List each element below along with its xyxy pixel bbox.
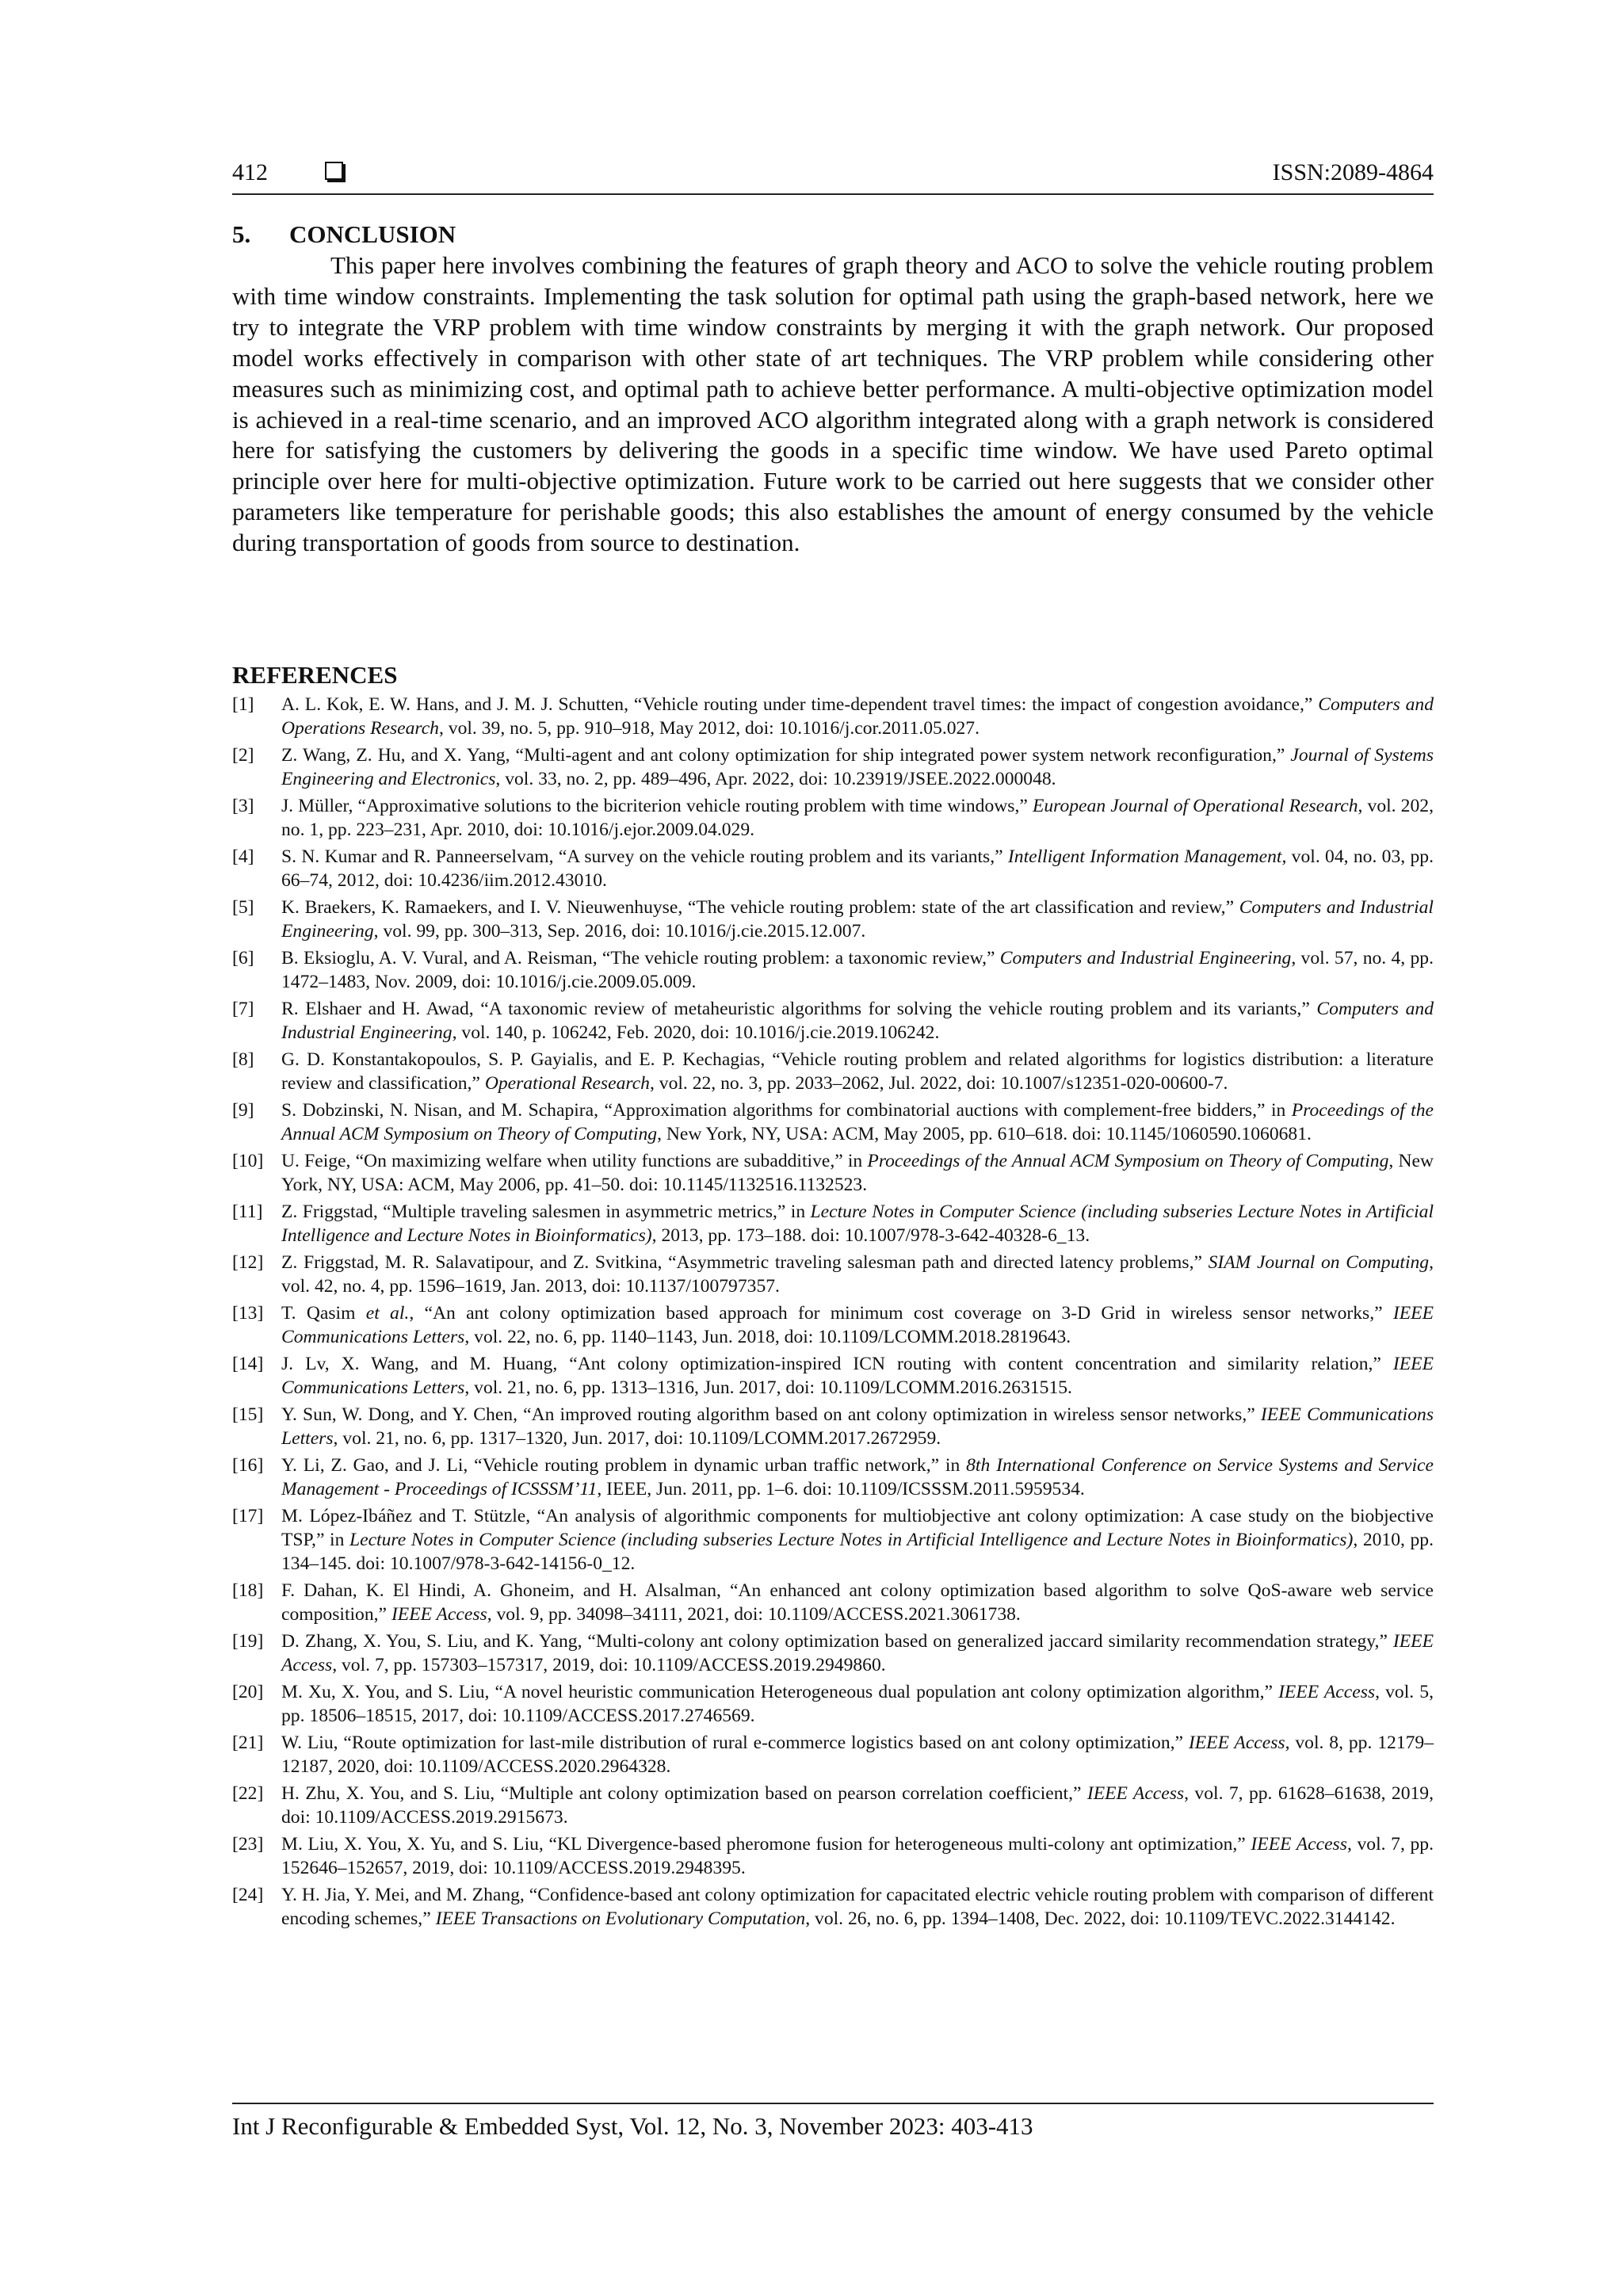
reference-label: [15] bbox=[232, 1404, 264, 1425]
reference-details: , vol. 42, no. 4, pp. 1596–1619, Jan. 2013, doi: 10.1137/100797357. bbox=[281, 1252, 1434, 1297]
reference-details: , IEEE, Jun. 2011, pp. 1–6. doi: 10.1109/ICSSSM.2011.5959534. bbox=[597, 1479, 1085, 1499]
reference-venue: Proceedings of the Annual ACM Symposium on Theory of Computing bbox=[281, 1100, 1434, 1144]
reference-label: [6] bbox=[232, 948, 254, 968]
reference-details: , vol. 9, pp. 34098–34111, 2021, doi: 10.1109/ACCESS.2021.3061738. bbox=[487, 1604, 1021, 1625]
conclusion-section bbox=[232, 219, 1434, 559]
reference-label: [14] bbox=[232, 1354, 264, 1374]
reference-authors-title: M. López-Ibáñez and T. Stützle, “An analysis of algorithmic components for multiobjective ant colony optimization: A case study on the biobjective TSP,” in bbox=[281, 1506, 1434, 1550]
reference-list bbox=[232, 693, 1434, 1931]
reference-venue: Journal of Systems Engineering and Electronics bbox=[281, 745, 1434, 789]
reference-venue: IEEE Access bbox=[281, 1631, 1434, 1675]
reference-details: , vol. 7, pp. 157303–157317, 2019, doi: 10.1109/ACCESS.2019.2949860. bbox=[332, 1655, 886, 1675]
reference-authors-title: K. Braekers, K. Ramaekers, and I. V. Nieuwenhuyse, “The vehicle routing problem: state of the art classification and review,” bbox=[281, 897, 1239, 918]
references-heading: REFERENCES bbox=[232, 661, 398, 689]
reference-item bbox=[232, 997, 1434, 1045]
reference-authors-title: M. Xu, X. You, and S. Liu, “A novel heuristic communication Heterogeneous dual population ant colony optimization algorithm,” bbox=[281, 1682, 1279, 1702]
issn-label: ISSN:2089-4864 bbox=[1272, 159, 1434, 185]
box-bullet-icon bbox=[325, 162, 343, 180]
reference-item bbox=[232, 1832, 1434, 1880]
reference-item bbox=[232, 1352, 1434, 1400]
reference-label: [2] bbox=[232, 745, 254, 766]
reference-venue: IEEE Access bbox=[1278, 1682, 1376, 1702]
reference-label: [10] bbox=[232, 1151, 264, 1171]
reference-details: , vol. 39, no. 5, pp. 910–918, May 2012, doi: 10.1016/j.cor.2011.05.027. bbox=[438, 718, 980, 739]
reference-details: , vol. 99, pp. 300–313, Sep. 2016, doi: 10.1016/j.cie.2015.12.007. bbox=[373, 921, 866, 942]
reference-authors-title: W. Liu, “Route optimization for last-mile distribution of rural e-commerce logistics based on ant colony optimization,” bbox=[281, 1733, 1189, 1753]
reference-item bbox=[232, 1454, 1434, 1501]
reference-details: , vol. 22, no. 6, pp. 1140–1143, Jun. 2018, doi: 10.1109/LCOMM.2018.2819643. bbox=[464, 1327, 1071, 1347]
reference-authors-title: Z. Wang, Z. Hu, and X. Yang, “Multi-agent and ant colony optimization for ship integrated power system network reconfiguration,” bbox=[281, 745, 1291, 766]
reference-venue: IEEE Transactions on Evolutionary Computation bbox=[435, 1908, 806, 1929]
reference-item bbox=[232, 693, 1434, 740]
reference-title: , “An ant colony optimization based approach for minimum cost coverage on 3-D Grid in wireless sensor networks,” bbox=[409, 1303, 1393, 1324]
reference-venue: Proceedings of the Annual ACM Symposium on Theory of Computing bbox=[867, 1151, 1389, 1171]
reference-label: [24] bbox=[232, 1885, 264, 1905]
reference-details: , vol. 7, pp. 152646–152657, 2019, doi: 10.1109/ACCESS.2019.2948395. bbox=[281, 1834, 1434, 1878]
reference-label: [16] bbox=[232, 1455, 264, 1476]
reference-label: [8] bbox=[232, 1049, 254, 1070]
reference-item bbox=[232, 1629, 1434, 1677]
reference-label: [20] bbox=[232, 1682, 264, 1702]
reference-label: [13] bbox=[232, 1303, 264, 1324]
reference-authors-title: U. Feige, “On maximizing welfare when utility functions are subadditive,” in bbox=[281, 1151, 868, 1171]
reference-authors-title: Y. H. Jia, Y. Mei, and M. Zhang, “Confidence-based ant colony optimization for capacitated electric vehicle routing problem with comparison of different encoding schemes,” bbox=[281, 1885, 1434, 1929]
reference-authors-title: H. Zhu, X. You, and S. Liu, “Multiple ant colony optimization based on pearson correlation coefficient,” bbox=[281, 1783, 1087, 1804]
reference-venue: IEEE Access bbox=[1188, 1733, 1285, 1753]
reference-venue: SIAM Journal on Computing bbox=[1208, 1252, 1430, 1273]
reference-authors-title: A. L. Kok, E. W. Hans, and J. M. J. Schutten, “Vehicle routing under time-dependent travel times: the impact of congestion avoidance,” bbox=[281, 694, 1319, 715]
reference-label: [19] bbox=[232, 1631, 264, 1652]
reference-item bbox=[232, 1731, 1434, 1778]
reference-item bbox=[232, 1200, 1434, 1247]
reference-authors-title: S. N. Kumar and R. Panneerselvam, “A survey on the vehicle routing problem and its variants,” bbox=[281, 846, 1008, 867]
reference-venue: Operational Research bbox=[484, 1073, 650, 1094]
reference-label: [21] bbox=[232, 1733, 264, 1753]
reference-details: , vol. 22, no. 3, pp. 2033–2062, Jul. 2022, doi: 10.1007/s12351-020-00600-7. bbox=[649, 1073, 1228, 1094]
reference-authors-title: S. Dobzinski, N. Nisan, and M. Schapira, “Approximation algorithms for combinatorial auctions with complement-free bidders,” in bbox=[281, 1100, 1292, 1121]
reference-item bbox=[232, 1251, 1434, 1298]
reference-details: , vol. 57, no. 4, pp. 1472–1483, Nov. 2009, doi: 10.1016/j.cie.2009.05.009. bbox=[281, 948, 1434, 992]
reference-item bbox=[232, 1782, 1434, 1829]
reference-details: , 2013, pp. 173–188. doi: 10.1007/978-3-642-40328-6_13. bbox=[651, 1225, 1090, 1246]
reference-item bbox=[232, 946, 1434, 994]
reference-item bbox=[232, 1149, 1434, 1197]
reference-venue: Computers and Operations Research bbox=[281, 694, 1434, 739]
reference-authors-title: Y. Li, Z. Gao, and J. Li, “Vehicle routing problem in dynamic urban traffic network,” in bbox=[281, 1455, 967, 1476]
reference-item bbox=[232, 1048, 1434, 1095]
reference-venue: IEEE Communications Letters bbox=[281, 1404, 1434, 1449]
reference-item bbox=[232, 1579, 1434, 1626]
reference-details: , vol. 5, pp. 18506–18515, 2017, doi: 10.1109/ACCESS.2017.2746569. bbox=[281, 1682, 1434, 1726]
reference-authors-title: D. Zhang, X. You, S. Liu, and K. Yang, “Multi-colony ant colony optimization based on generalized jaccard similarity recommendation strategy,” bbox=[281, 1631, 1393, 1652]
reference-et-al: et al. bbox=[365, 1303, 410, 1324]
reference-authors-title: Y. Sun, W. Dong, and Y. Chen, “An improved routing algorithm based on ant colony optimization in wireless sensor networks,” bbox=[281, 1404, 1261, 1425]
reference-details: , vol. 33, no. 2, pp. 489–496, Apr. 2022, doi: 10.23919/JSEE.2022.000048. bbox=[495, 769, 1056, 789]
reference-details: , New York, NY, USA: ACM, May 2005, pp. 610–618. doi: 10.1145/1060590.1060681. bbox=[657, 1124, 1312, 1144]
reference-authors-title: B. Eksioglu, A. V. Vural, and A. Reisman, “The vehicle routing problem: a taxonomic review,” bbox=[281, 948, 1000, 968]
reference-details: , vol. 04, no. 03, pp. 66–74, 2012, doi: 10.4236/iim.2012.43010. bbox=[281, 846, 1434, 891]
reference-label: [11] bbox=[232, 1201, 263, 1222]
reference-authors-title: T. Qasim bbox=[281, 1303, 366, 1324]
reference-details: , vol. 8, pp. 12179–12187, 2020, doi: 10.1109/ACCESS.2020.2964328. bbox=[281, 1733, 1434, 1777]
reference-item bbox=[232, 845, 1434, 892]
reference-label: [3] bbox=[232, 796, 254, 816]
reference-label: [18] bbox=[232, 1580, 264, 1601]
page-number: 412 bbox=[232, 159, 268, 185]
footer-divider bbox=[232, 2103, 1434, 2104]
reference-details: , New York, NY, USA: ACM, May 2006, pp. 41–50. doi: 10.1145/1132516.1132523. bbox=[281, 1151, 1434, 1195]
section-title: CONCLUSION bbox=[289, 220, 456, 248]
reference-venue: European Journal of Operational Research bbox=[1032, 796, 1358, 816]
reference-authors-title: Z. Friggstad, M. R. Salavatipour, and Z. Svitkina, “Asymmetric traveling salesman path and directed latency problems,” bbox=[281, 1252, 1209, 1273]
reference-details: , vol. 21, no. 6, pp. 1313–1316, Jun. 2017, doi: 10.1109/LCOMM.2016.2631515. bbox=[464, 1377, 1072, 1398]
reference-authors-title: J. Lv, X. Wang, and M. Huang, “Ant colony optimization-inspired ICN routing with content concentration and similarity relation,” bbox=[281, 1354, 1393, 1374]
reference-venue: Lecture Notes in Computer Science (including subseries Lecture Notes in Artificial Intelligence and Lecture Notes in Bioinformatics) bbox=[281, 1201, 1434, 1246]
header-divider bbox=[232, 193, 1434, 195]
reference-authors-title: Z. Friggstad, “Multiple traveling salesmen in asymmetric metrics,” in bbox=[281, 1201, 811, 1222]
section-heading bbox=[232, 219, 1434, 250]
reference-authors-title: R. Elshaer and H. Awad, “A taxonomic review of metaheuristic algorithms for solving the vehicle routing problem and its variants,” bbox=[281, 999, 1317, 1019]
reference-venue: Lecture Notes in Computer Science (including subseries Lecture Notes in Artificial Intelligence and Lecture Notes in Bioinformatics) bbox=[349, 1530, 1354, 1550]
reference-item bbox=[232, 1403, 1434, 1450]
reference-venue: Intelligent Information Management bbox=[1007, 846, 1282, 867]
reference-details: , vol. 202, no. 1, pp. 223–231, Apr. 2010, doi: 10.1016/j.ejor.2009.04.029. bbox=[281, 796, 1434, 840]
section-number: 5. bbox=[232, 220, 251, 248]
reference-item bbox=[232, 1504, 1434, 1576]
reference-item bbox=[232, 1301, 1434, 1349]
page-header bbox=[232, 155, 1434, 190]
reference-label: [5] bbox=[232, 897, 254, 918]
reference-venue: Computers and Industrial Engineering bbox=[999, 948, 1292, 968]
reference-venue: IEEE Access bbox=[1251, 1834, 1347, 1855]
reference-item bbox=[232, 1098, 1434, 1146]
reference-item bbox=[232, 896, 1434, 943]
reference-label: [17] bbox=[232, 1506, 264, 1526]
reference-label: [1] bbox=[232, 694, 254, 715]
reference-venue: IEEE Communications Letters bbox=[281, 1354, 1434, 1398]
reference-label: [23] bbox=[232, 1834, 264, 1855]
reference-label: [7] bbox=[232, 999, 254, 1019]
reference-authors-title: F. Dahan, K. El Hindi, A. Ghoneim, and H. Alsalman, “An enhanced ant colony optimization based algorithm to solve QoS-aware web service composition,” bbox=[281, 1580, 1434, 1625]
reference-details: , vol. 26, no. 6, pp. 1394–1408, Dec. 2022, doi: 10.1109/TEVC.2022.3144142. bbox=[805, 1908, 1396, 1929]
references-section bbox=[232, 659, 1434, 1934]
reference-authors-title: M. Liu, X. You, X. Yu, and S. Liu, “KL Divergence-based pheromone fusion for heterogeneous multi-colony ant optimization,” bbox=[281, 1834, 1251, 1855]
reference-label: [4] bbox=[232, 846, 254, 867]
reference-label: [22] bbox=[232, 1783, 264, 1804]
conclusion-paragraph: This paper here involves combining the features of graph theory and ACO to solve the vehicle routing problem with time window constraints. Implementing the task solution for optimal path using the graph-based network, here we try to integrate the VRP problem with time window constraints by merging it with the graph network. Our proposed model works effectively in comparison with other state of art techniques. The VRP problem while considering other measures such as minimizing cost, and optimal path to achieve better performance. A multi-objective optimization model is achieved in a real-time scenario, and an improved ACO algorithm integrated along with a graph network is considered here for satisfying the customers by delivering the goods in a specific time window. We have used Pareto optimal principle over here for multi-objective optimization. Future work to be carried out here suggests that we consider other parameters like temperature for perishable goods; this also establishes the amount of energy consumed by the vehicle during transportation of goods from source to destination. bbox=[232, 251, 1434, 557]
reference-authors-title: G. D. Konstantakopoulos, S. P. Gayialis, and E. P. Kechagias, “Vehicle routing problem and related algorithms for logistics distribution: a literature review and classification,” bbox=[281, 1049, 1434, 1094]
reference-item bbox=[232, 1680, 1434, 1728]
reference-venue: IEEE Communications Letters bbox=[281, 1303, 1434, 1347]
reference-details: , vol. 140, p. 106242, Feb. 2020, doi: 10.1016/j.cie.2019.106242. bbox=[452, 1022, 940, 1043]
reference-item bbox=[232, 743, 1434, 791]
reference-details: , 2010, pp. 134–145. doi: 10.1007/978-3-642-14156-0_12. bbox=[281, 1530, 1434, 1574]
reference-label: [12] bbox=[232, 1252, 264, 1273]
reference-venue: 8th International Conference on Service Systems and Service Management - Proceedings of ICSSSM’11 bbox=[281, 1455, 1434, 1499]
reference-details: , vol. 7, pp. 61628–61638, 2019, doi: 10.1109/ACCESS.2019.2915673. bbox=[281, 1783, 1434, 1828]
reference-venue: IEEE Access bbox=[1086, 1783, 1185, 1804]
reference-authors-title: J. Müller, “Approximative solutions to the bicriterion vehicle routing problem with time windows,” bbox=[281, 796, 1033, 816]
reference-venue: Computers and Industrial Engineering bbox=[281, 999, 1434, 1043]
reference-venue: IEEE Access bbox=[391, 1604, 487, 1625]
page-footer: Int J Reconfigurable & Embedded Syst, Vol. 12, No. 3, November 2023: 403-413 bbox=[232, 2112, 1033, 2140]
reference-item bbox=[232, 1883, 1434, 1931]
reference-details: , vol. 21, no. 6, pp. 1317–1320, Jun. 2017, doi: 10.1109/LCOMM.2017.2672959. bbox=[333, 1428, 941, 1449]
reference-label: [9] bbox=[232, 1100, 254, 1121]
reference-item bbox=[232, 794, 1434, 842]
reference-venue: Computers and Industrial Engineering bbox=[281, 897, 1434, 942]
